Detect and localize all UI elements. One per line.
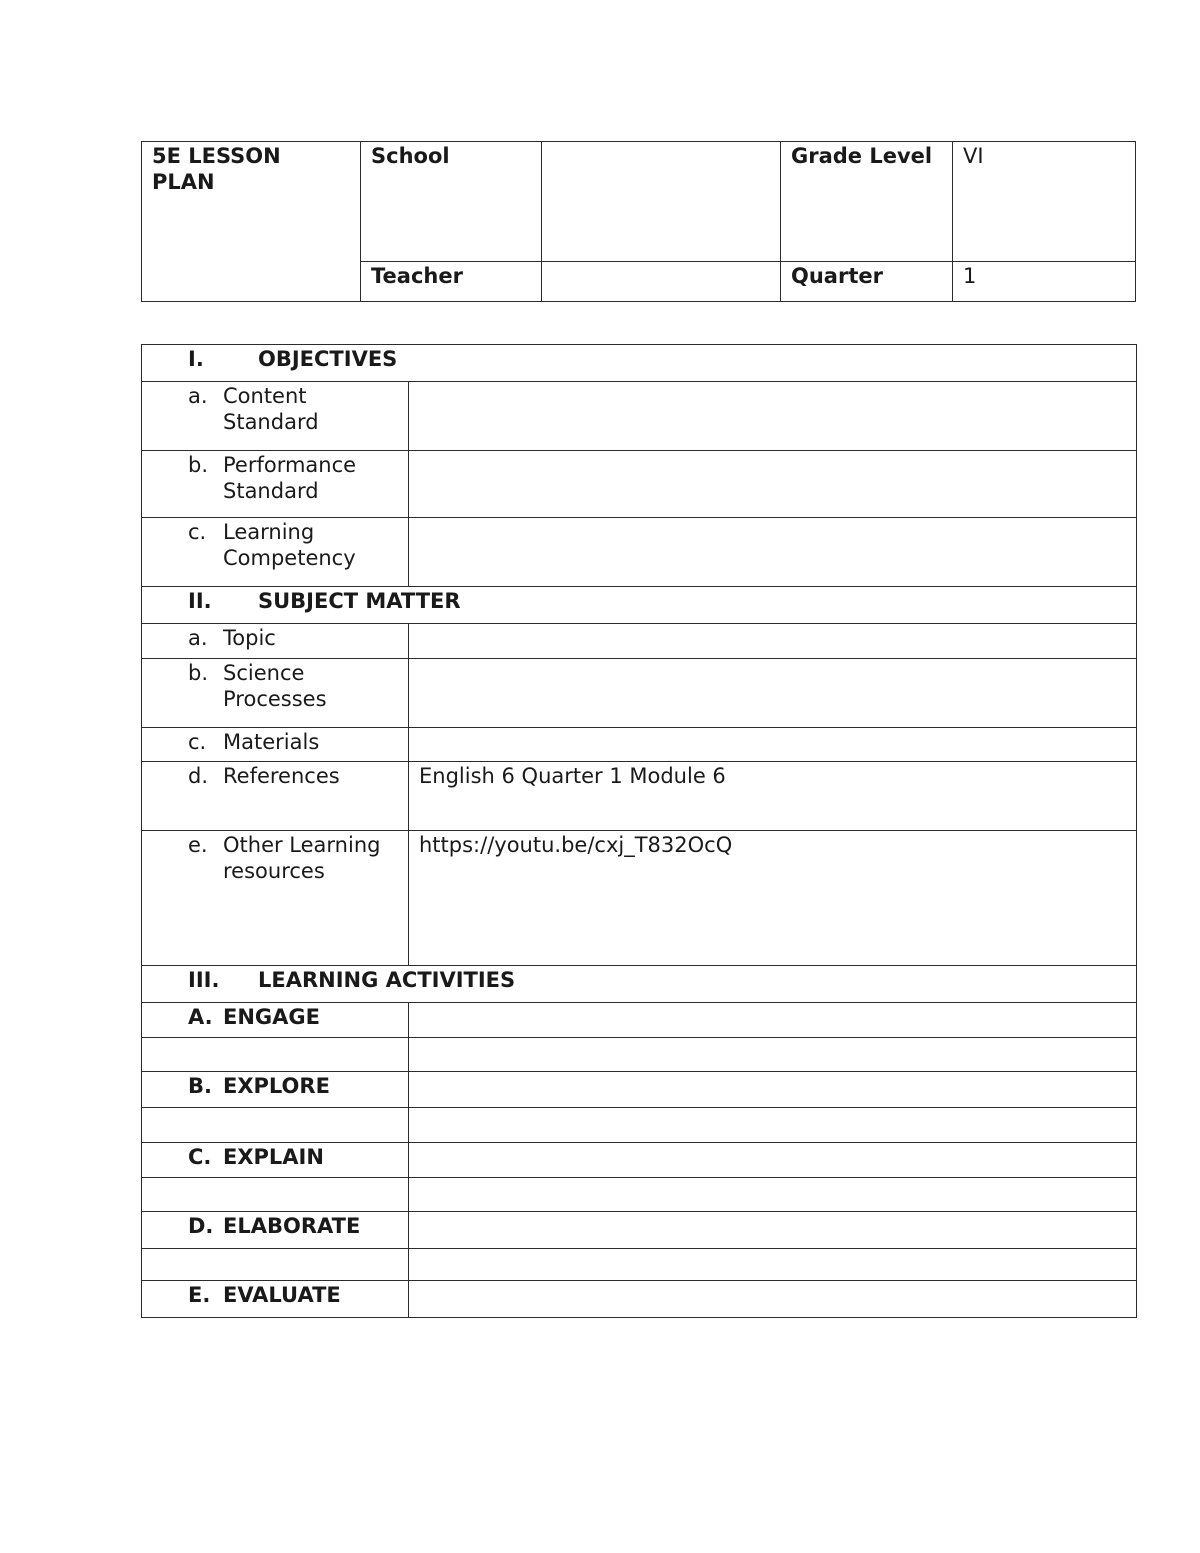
- item-letter: c.: [188, 520, 207, 544]
- elaborate-blank-field[interactable]: [409, 1249, 1137, 1281]
- item-letter: D.: [188, 1214, 214, 1238]
- references-field[interactable]: English 6 Quarter 1 Module 6: [409, 762, 1137, 831]
- school-field[interactable]: [542, 142, 781, 262]
- section-title: LEARNING ACTIVITIES: [258, 968, 516, 992]
- row-label-explore: [142, 1072, 409, 1108]
- item-label: References: [223, 764, 340, 788]
- item-label: ELABORATE: [223, 1214, 361, 1238]
- item-letter: A.: [188, 1005, 213, 1029]
- section-number: III.: [188, 968, 220, 992]
- grade-level-field[interactable]: VI: [953, 142, 1136, 262]
- section-title: SUBJECT MATTER: [258, 589, 461, 613]
- grade-level-label: Grade Level: [781, 142, 953, 262]
- item-letter: a.: [188, 384, 208, 408]
- item-label: Materials: [223, 730, 320, 754]
- section-number: I.: [188, 347, 204, 371]
- lesson-plan-title: 5E LESSON PLAN: [142, 142, 361, 302]
- elaborate-field[interactable]: [409, 1212, 1137, 1249]
- topic-field[interactable]: [409, 624, 1137, 659]
- item-letter: b.: [188, 661, 209, 685]
- section-header-objectives: [142, 345, 1137, 382]
- science-processes-field[interactable]: [409, 659, 1137, 728]
- content-standard-field[interactable]: [409, 382, 1137, 451]
- item-label: Learning Competency: [223, 520, 356, 570]
- row-label-references: [142, 762, 409, 831]
- item-label: EXPLAIN: [223, 1145, 324, 1169]
- row-label-evaluate: [142, 1281, 409, 1318]
- item-label: Other Learning resources: [223, 833, 381, 883]
- row-label-science-processes: [142, 659, 409, 728]
- item-letter: a.: [188, 626, 208, 650]
- row-label-content-standard: [142, 382, 409, 451]
- row-label-materials: [142, 728, 409, 762]
- materials-field[interactable]: [409, 728, 1137, 762]
- quarter-label: Quarter: [781, 262, 953, 302]
- item-letter: C.: [188, 1145, 212, 1169]
- row-label-explain: [142, 1143, 409, 1178]
- engage-blank-field[interactable]: [409, 1038, 1137, 1072]
- section-header-subject-matter: [142, 587, 1137, 624]
- item-letter: e.: [188, 833, 208, 857]
- item-letter: c.: [188, 730, 207, 754]
- item-label: EVALUATE: [223, 1283, 341, 1307]
- explore-field[interactable]: [409, 1072, 1137, 1108]
- item-label: Performance Standard: [223, 453, 357, 503]
- row-label-engage: [142, 1003, 409, 1038]
- learning-competency-field[interactable]: [409, 518, 1137, 587]
- teacher-field[interactable]: [542, 262, 781, 302]
- explain-blank-label: [142, 1178, 409, 1212]
- elaborate-blank-label: [142, 1249, 409, 1281]
- explain-field[interactable]: [409, 1143, 1137, 1178]
- item-label: Content Standard: [223, 384, 319, 434]
- item-letter: B.: [188, 1074, 212, 1098]
- lesson-plan-table: [141, 344, 1137, 1318]
- item-letter: E.: [188, 1283, 211, 1307]
- row-label-performance-standard: [142, 451, 409, 518]
- item-label: Science Processes: [223, 661, 327, 711]
- section-header-learning-activities: [142, 966, 1137, 1003]
- row-label-learning-competency: [142, 518, 409, 587]
- item-letter: d.: [188, 764, 209, 788]
- engage-blank-label: [142, 1038, 409, 1072]
- row-label-elaborate: [142, 1212, 409, 1249]
- section-number: II.: [188, 589, 212, 613]
- quarter-field[interactable]: 1: [953, 262, 1136, 302]
- row-label-topic: [142, 624, 409, 659]
- item-label: ENGAGE: [223, 1005, 320, 1029]
- engage-field[interactable]: [409, 1003, 1137, 1038]
- teacher-label: Teacher: [361, 262, 542, 302]
- explain-blank-field[interactable]: [409, 1178, 1137, 1212]
- row-label-other-learning-resources: [142, 831, 409, 966]
- item-label: Topic: [223, 626, 276, 650]
- evaluate-field[interactable]: [409, 1281, 1137, 1318]
- explore-blank-label: [142, 1108, 409, 1143]
- item-label: EXPLORE: [223, 1074, 330, 1098]
- section-title: OBJECTIVES: [258, 347, 398, 371]
- item-letter: b.: [188, 453, 209, 477]
- header-table: [141, 141, 1136, 302]
- performance-standard-field[interactable]: [409, 451, 1137, 518]
- other-resources-link[interactable]: https://youtu.be/cxj_T832OcQ: [409, 831, 1137, 966]
- school-label: School: [361, 142, 542, 262]
- explore-blank-field[interactable]: [409, 1108, 1137, 1143]
